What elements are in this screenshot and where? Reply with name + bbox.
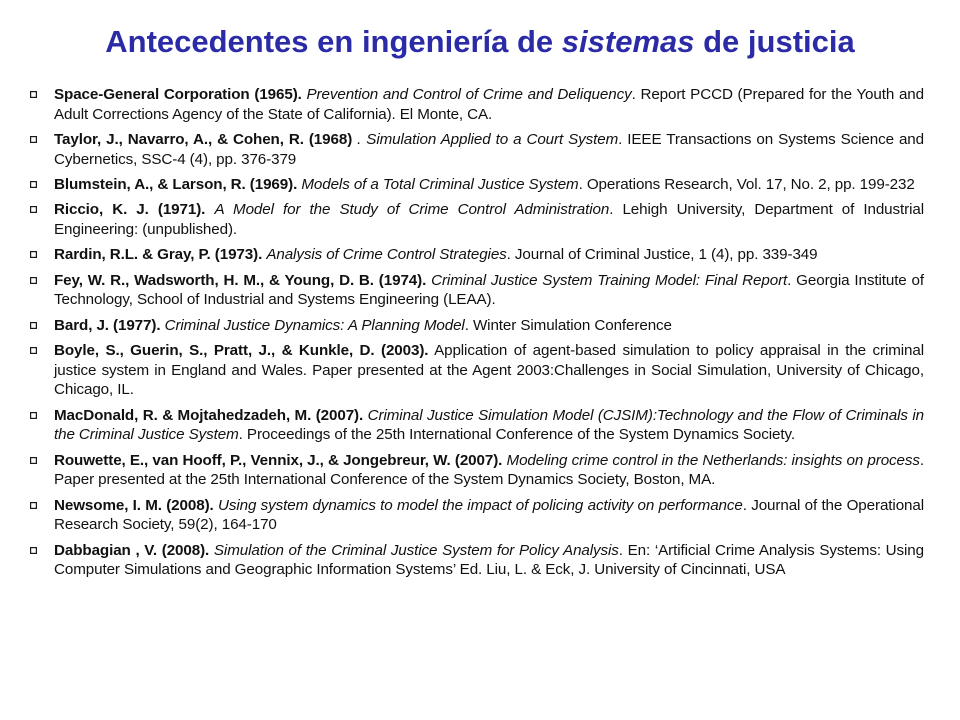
reference-details: . Lehigh University, Department of Industrial Engineering: (unpublished).	[54, 201, 924, 238]
reference-authors: Dabbagian , V. (2008).	[54, 541, 210, 559]
reference-list	[30, 85, 924, 586]
reference-item	[30, 85, 924, 124]
hollow-square-bullet-icon	[30, 322, 37, 329]
reference-authors: Rouwette, E., van Hooff, P., Vennix, J., & Jongebreur, W. (2007).	[54, 451, 503, 469]
hollow-square-bullet-icon	[30, 206, 37, 213]
reference-item	[30, 245, 924, 265]
reference-work-title: Criminal Justice Dynamics: A Planning Model	[164, 316, 465, 334]
hollow-square-bullet-icon	[30, 136, 37, 143]
reference-item	[30, 130, 924, 169]
reference-details: . Journal of the Operational Research Society, 59(2), 164-170	[54, 496, 925, 534]
hollow-square-bullet-icon	[30, 412, 37, 419]
reference-work-title: Simulation of the Criminal Justice System for Policy Analysis	[213, 541, 619, 559]
hollow-square-bullet-icon	[30, 251, 37, 258]
reference-details: . Georgia Institute of Technology, School of Industrial and Systems Engineering (LEAA).	[54, 271, 924, 309]
reference-work-title: Criminal Justice System Training Model: Final Report	[431, 271, 788, 289]
reference-details: . Report PCCD (Prepared for the Youth and Adult Corrections Agency of the State of California). El Monte, CA.	[54, 86, 924, 123]
reference-authors: Space-General Corporation (1965).	[54, 86, 302, 103]
reference-details: . Proceedings of the 25th International Conference of the System Dynamics Society.	[238, 426, 795, 444]
hollow-square-bullet-icon	[30, 347, 37, 354]
hollow-square-bullet-icon	[30, 91, 37, 98]
reference-work-title: A Model for the Study of Crime Control Administration	[214, 201, 610, 219]
reference-authors: Fey, W. R., Wadsworth, H. M., & Young, D. B. (1974).	[54, 271, 427, 289]
reference-work-title: Modeling crime control in the Netherlands: insights on process	[506, 451, 920, 469]
reference-item	[30, 496, 924, 535]
reference-work-title: Prevention and Control of Crime and Deliquency	[306, 86, 632, 103]
hollow-square-bullet-icon	[30, 547, 37, 554]
reference-details: Application of agent-based simulation to policy appraisal in the criminal justice system in England and Wales. Paper presented at the Agent 2003:Challenges in Social Simulation, University of Chicago, Chicago, IL.	[54, 342, 925, 399]
reference-details: . IEEE Transactions on Systems Science and Cybernetics, SSC-4 (4), pp. 376-379	[54, 130, 925, 168]
reference-work-title: . Simulation Applied to a Court System	[357, 130, 619, 148]
reference-authors: Bard, J. (1977).	[54, 316, 161, 334]
reference-details: . Winter Simulation Conference	[464, 316, 672, 334]
reference-details: . En: ‘Artificial Crime Analysis Systems: Using Computer Simulations and Geographic Information Systems’ Ed. Liu, L. & Eck, J. University of Cincinnati, USA	[54, 541, 925, 579]
title-italic: sistemas	[561, 24, 695, 59]
reference-authors: Taylor, J., Navarro, A., & Cohen, R. (1968)	[54, 130, 353, 148]
reference-work-title: Analysis of Crime Control Strategies	[266, 246, 507, 264]
reference-item	[30, 200, 924, 239]
reference-item	[30, 541, 924, 580]
reference-item	[30, 341, 924, 400]
reference-work-title: Models of a Total Criminal Justice System	[301, 175, 579, 193]
reference-authors: MacDonald, R. & Mojtahedzadeh, M. (2007).	[54, 406, 364, 424]
reference-item	[30, 451, 924, 490]
reference-work-title: Using system dynamics to model the impact of policing activity on performance	[218, 496, 743, 514]
reference-item	[30, 175, 924, 195]
reference-details: . Paper presented at the 25th International Conference of the System Dynamics Society, Boston, MA.	[54, 451, 924, 489]
hollow-square-bullet-icon	[30, 181, 37, 188]
hollow-square-bullet-icon	[30, 502, 37, 509]
hollow-square-bullet-icon	[30, 457, 37, 464]
reference-details: . Journal of Criminal Justice, 1 (4), pp. 339-349	[506, 246, 818, 264]
title-prefix: Antecedentes en ingeniería de	[105, 24, 562, 59]
reference-authors: Blumstein, A., & Larson, R. (1969).	[54, 175, 298, 193]
reference-item	[30, 271, 924, 310]
reference-item	[30, 316, 924, 336]
reference-item	[30, 406, 924, 445]
hollow-square-bullet-icon	[30, 277, 37, 284]
reference-work-title: Criminal Justice Simulation Model (CJSIM):Technology and the Flow of Criminals in the Criminal Justice System	[54, 406, 924, 444]
title-suffix: de justicia	[694, 24, 855, 59]
reference-authors: Rardin, R.L. & Gray, P. (1973).	[54, 246, 263, 264]
reference-authors: Riccio, K. J. (1971).	[54, 201, 206, 219]
reference-authors: Newsome, I. M. (2008).	[54, 496, 214, 514]
slide-title	[0, 22, 960, 62]
reference-authors: Boyle, S., Guerin, S., Pratt, J., & Kunkle, D. (2003).	[54, 342, 429, 360]
reference-details: . Operations Research, Vol. 17, No. 2, pp. 199-232	[578, 175, 915, 193]
